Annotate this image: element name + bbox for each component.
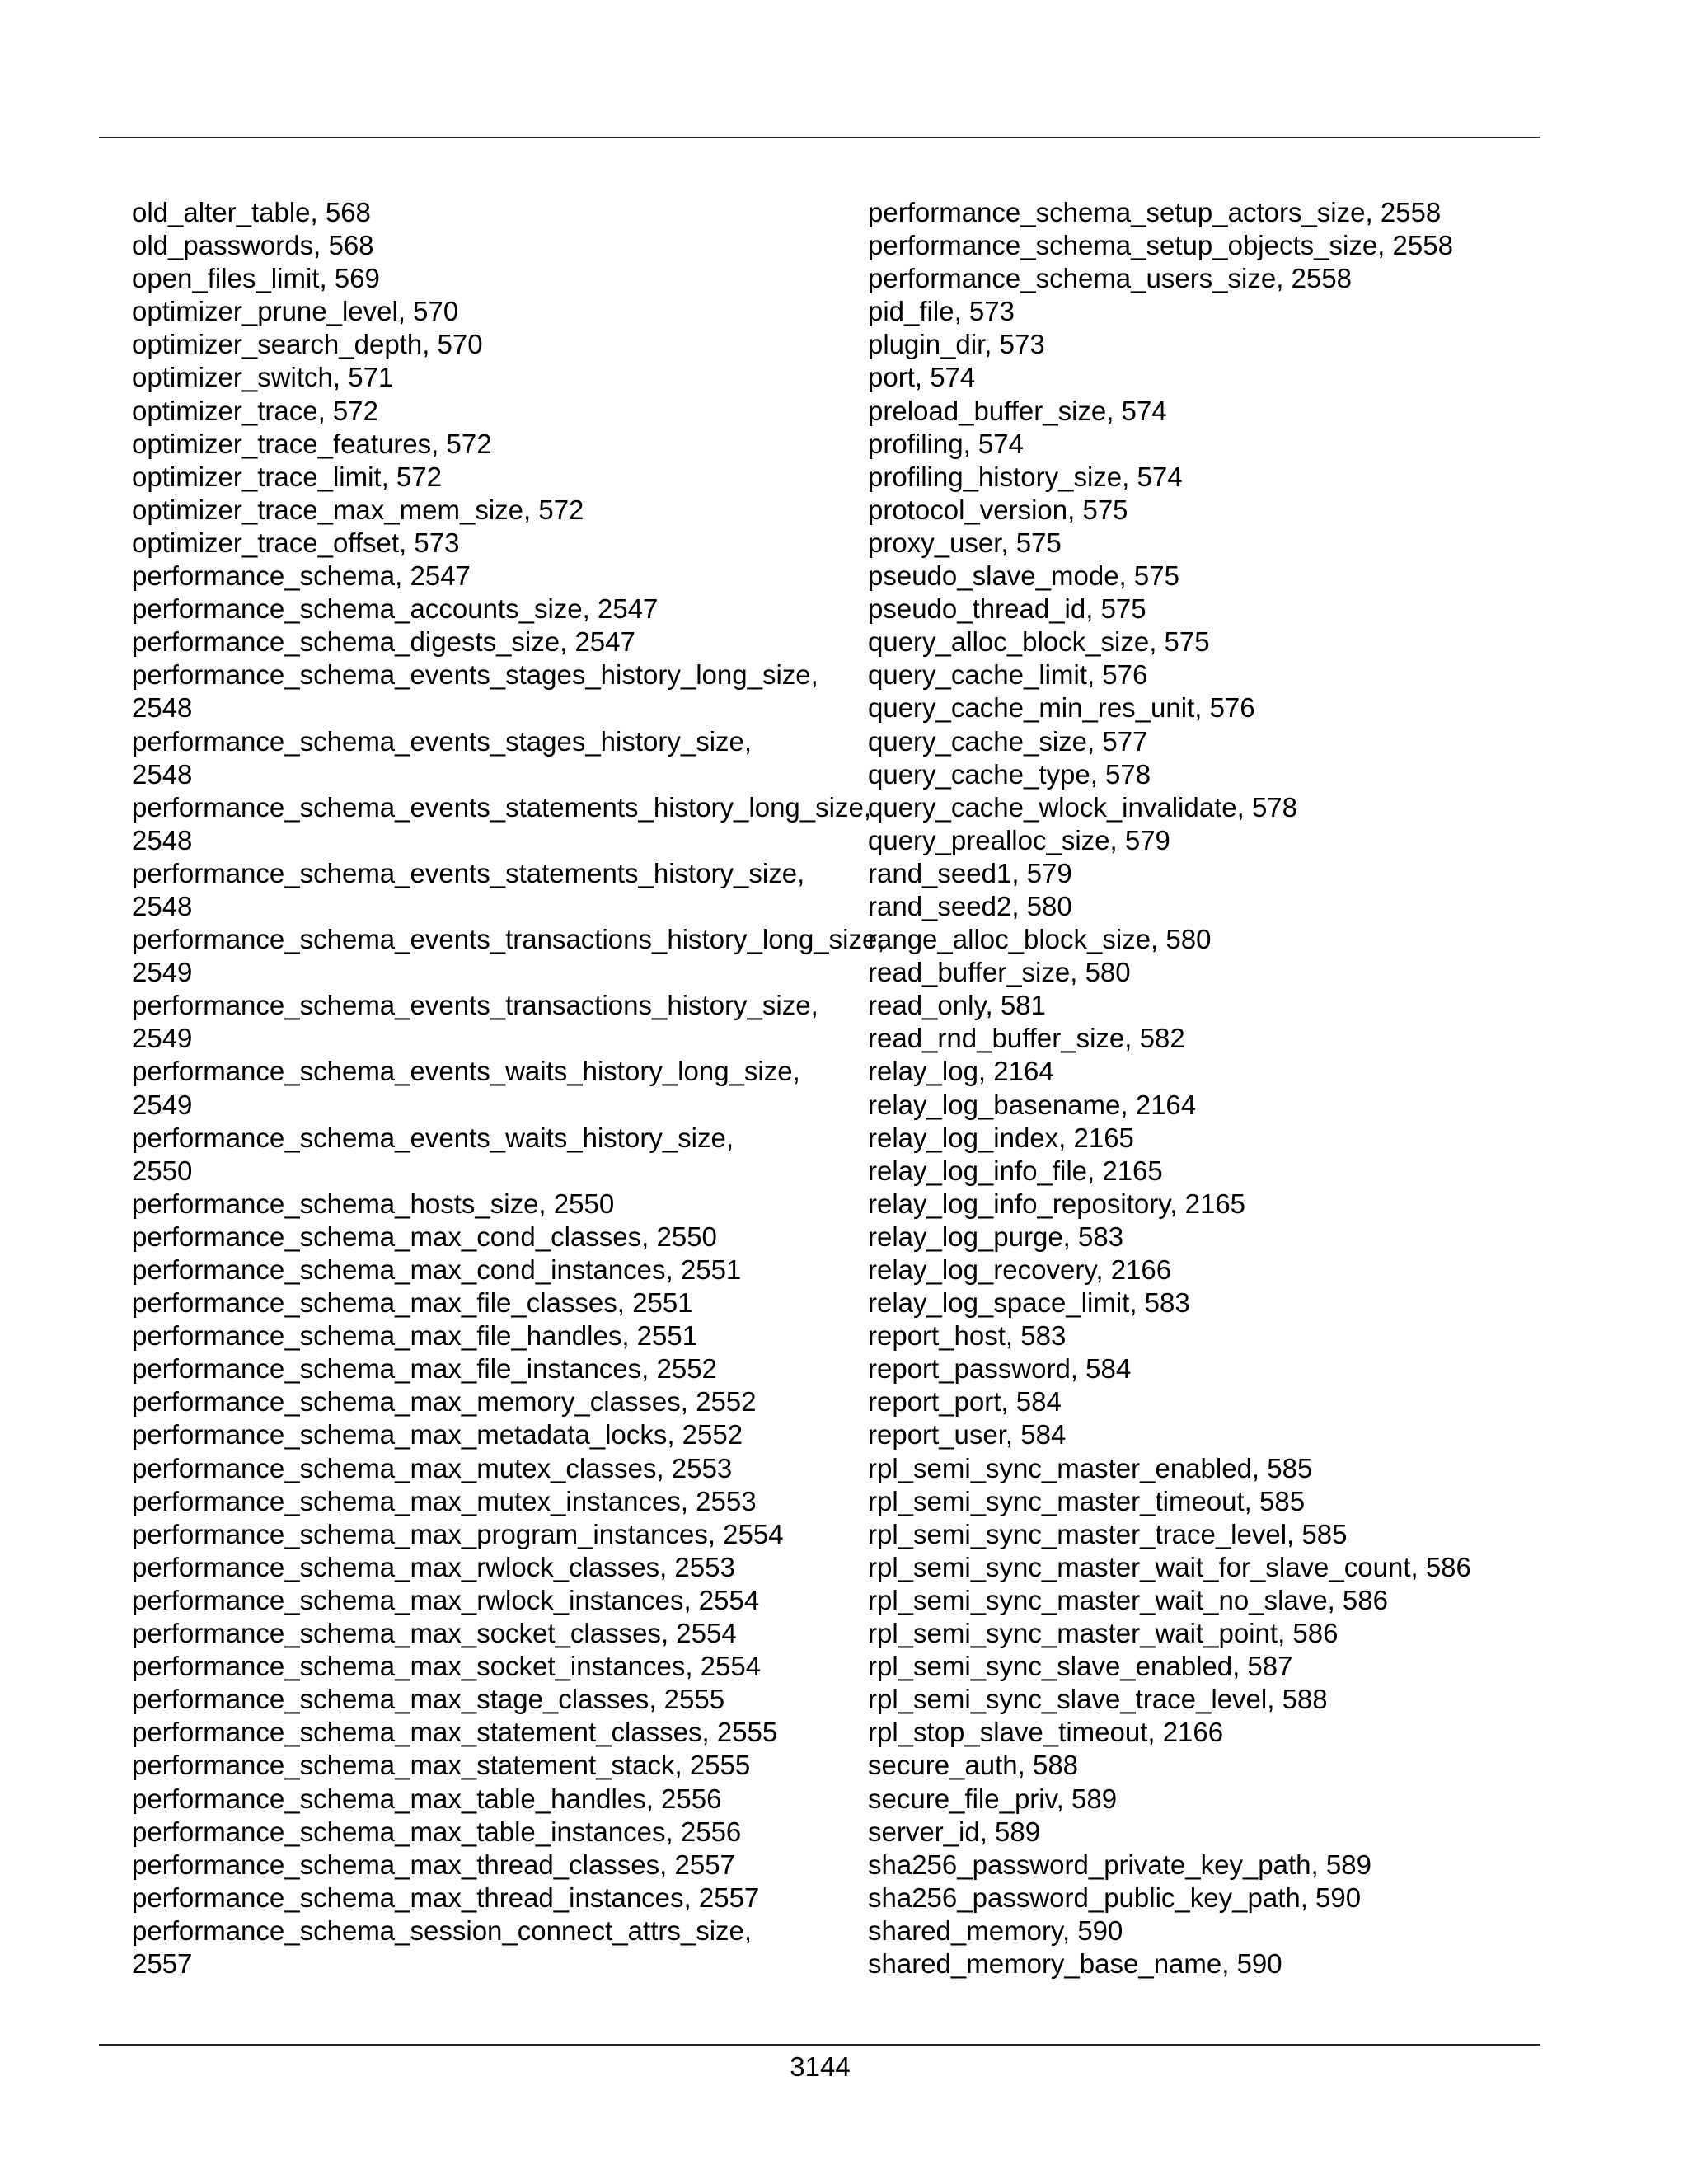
index-entry: old_passwords, 568 [132,230,374,261]
index-entry: rpl_semi_sync_master_trace_level, 585 [868,1518,1348,1549]
index-entry: range_alloc_block_size, 580 [868,924,1212,955]
index-entry: pid_file, 573 [868,296,1015,327]
index-entry: read_only, 581 [868,990,1046,1021]
index-entry: query_cache_limit, 576 [868,659,1148,691]
index-entry: server_id, 589 [868,1816,1041,1847]
index-entry: report_host, 583 [868,1320,1067,1352]
index-entry: relay_log_basename, 2164 [868,1089,1197,1120]
index-entry: performance_schema_max_file_classes, 2551 [132,1287,693,1319]
index-entry: rpl_semi_sync_master_enabled, 585 [868,1452,1313,1483]
index-entry: rpl_semi_sync_slave_trace_level, 588 [868,1684,1328,1715]
index-entry: rpl_semi_sync_master_timeout, 585 [868,1485,1306,1516]
index-entry: performance_schema_max_cond_instances, 2551 [132,1254,742,1285]
index-entry: query_cache_type, 578 [868,758,1151,790]
index-entry: performance_schema_max_statement_classes, 2555 [132,1717,778,1748]
index-entry: pseudo_thread_id, 575 [868,593,1146,625]
index-entry: performance_schema_max_table_handles, 2556 [132,1783,722,1814]
index-entry: performance_schema_events_statements_history_long_size, 2548 [132,791,871,855]
index-entry: performance_schema_events_stages_history_long_size, 2548 [132,659,818,724]
index-entry: rand_seed1, 579 [868,857,1072,888]
index-entry: performance_schema_max_socket_classes, 2554 [132,1618,737,1649]
index-entry: old_alter_table, 568 [132,197,371,227]
index-entry: optimizer_search_depth, 570 [132,329,483,360]
index-entry: proxy_user, 575 [868,527,1062,558]
index-entry: performance_schema_max_rwlock_instances, 2554 [132,1584,760,1615]
index-entry: query_cache_min_res_unit, 576 [868,692,1255,724]
index-entry: performance_schema_max_file_instances, 2552 [132,1353,717,1385]
index-entry: plugin_dir, 573 [868,329,1045,360]
index-entry: relay_log_index, 2165 [868,1122,1134,1153]
index-entry: rpl_semi_sync_master_wait_for_slave_count, 586 [868,1551,1471,1582]
index-column-left [132,196,885,1980]
index-entry: read_rnd_buffer_size, 582 [868,1023,1185,1054]
index-entry: optimizer_trace_features, 572 [132,428,492,459]
index-entry: performance_schema_max_memory_classes, 2552 [132,1386,757,1418]
index-entry: performance_schema_max_program_instances, 2554 [132,1518,784,1549]
index-entry: performance_schema, 2547 [132,560,471,592]
index-entry: report_port, 584 [868,1386,1062,1418]
index-entry: rpl_semi_sync_master_wait_no_slave, 586 [868,1584,1388,1615]
page-number: 3144 [790,2051,851,2082]
index-entry: rand_seed2, 580 [868,890,1072,921]
index-entry: shared_memory, 590 [868,1915,1123,1946]
index-entry: performance_schema_digests_size, 2547 [132,626,635,658]
index-entry: performance_schema_max_file_handles, 2551 [132,1320,698,1352]
index-entry: performance_schema_max_stage_classes, 2555 [132,1684,725,1715]
index-entry: relay_log, 2164 [868,1056,1054,1087]
index-entry: performance_schema_hosts_size, 2550 [132,1188,615,1219]
index-entry: performance_schema_users_size, 2558 [868,263,1352,294]
index-entry: performance_schema_max_mutex_classes, 2553 [132,1452,733,1483]
index-entry: rpl_semi_sync_master_wait_point, 586 [868,1618,1339,1649]
index-entry: query_alloc_block_size, 575 [868,626,1210,658]
index-entry: profiling_history_size, 574 [868,461,1183,492]
index-entry: port, 574 [868,362,976,393]
index-entry: relay_log_info_file, 2165 [868,1155,1163,1186]
index-entry: relay_log_recovery, 2166 [868,1254,1172,1285]
index-entry: performance_schema_max_metadata_locks, 2552 [132,1419,743,1451]
index-entry: optimizer_trace_max_mem_size, 572 [132,494,584,525]
index-entry: performance_schema_max_rwlock_classes, 2553 [132,1551,735,1582]
index-entry: profiling, 574 [868,428,1024,459]
index-entry: performance_schema_setup_objects_size, 2558 [868,230,1453,261]
index-entry: rpl_semi_sync_slave_enabled, 587 [868,1651,1293,1682]
index-entry: performance_schema_max_cond_classes, 2550 [132,1221,717,1252]
index-entry: relay_log_purge, 583 [868,1221,1124,1252]
index-entry: sha256_password_public_key_path, 590 [868,1882,1362,1913]
index-entry: rpl_stop_slave_timeout, 2166 [868,1717,1224,1748]
index-entry: secure_auth, 588 [868,1750,1079,1781]
index-entry: performance_schema_setup_actors_size, 2558 [868,197,1442,227]
index-entry: read_buffer_size, 580 [868,957,1131,988]
index-entry: report_user, 584 [868,1419,1067,1451]
index-entry: open_files_limit, 569 [132,263,380,294]
footer-rule [99,2044,1540,2046]
index-entry: performance_schema_events_waits_history_size, 2550 [132,1122,734,1186]
index-entry: performance_schema_events_waits_history_long_size, 2549 [132,1056,800,1120]
index-entry: performance_schema_session_connect_attrs_size, 2557 [132,1915,753,1979]
index-entry: performance_schema_max_statement_stack, 2555 [132,1750,751,1781]
index-entry: performance_schema_events_transactions_history_long_size, 2549 [132,924,885,988]
index-entry: optimizer_prune_level, 570 [132,296,459,327]
index-column-right [868,196,1511,1980]
index-entry: performance_schema_accounts_size, 2547 [132,593,659,625]
header-rule [99,137,1540,138]
index-entry: optimizer_trace_limit, 572 [132,461,442,492]
index-entry: performance_schema_max_mutex_instances, 2553 [132,1485,757,1516]
index-entry: performance_schema_events_statements_history_size, 2548 [132,857,805,921]
index-entry: performance_schema_events_transactions_history_size, 2549 [132,990,818,1054]
index-entry: secure_file_priv, 589 [868,1783,1118,1814]
index-entry: optimizer_trace, 572 [132,395,378,426]
index-entry: query_cache_wlock_invalidate, 578 [868,791,1298,823]
index-entry: performance_schema_max_thread_classes, 2557 [132,1849,735,1880]
index-entry: report_password, 584 [868,1353,1132,1385]
index-entry: optimizer_switch, 571 [132,362,394,393]
index-entry: performance_schema_max_socket_instances, 2554 [132,1651,762,1682]
index-entry: preload_buffer_size, 574 [868,395,1167,426]
index-entry: relay_log_info_repository, 2165 [868,1188,1246,1219]
index-entry: performance_schema_max_thread_instances, 2557 [132,1882,760,1913]
index-entry: performance_schema_events_stages_history_size, 2548 [132,725,753,790]
index-entry: sha256_password_private_key_path, 589 [868,1849,1372,1880]
index-entry: relay_log_space_limit, 583 [868,1287,1190,1319]
index-entry: optimizer_trace_offset, 573 [132,527,460,558]
index-entry: shared_memory_base_name, 590 [868,1947,1282,1979]
index-entry: query_prealloc_size, 579 [868,824,1170,855]
index-entry: performance_schema_max_table_instances, 2556 [132,1816,742,1847]
index-entry: protocol_version, 575 [868,494,1128,525]
index-entry: pseudo_slave_mode, 575 [868,560,1179,592]
index-entry: query_cache_size, 577 [868,725,1148,757]
